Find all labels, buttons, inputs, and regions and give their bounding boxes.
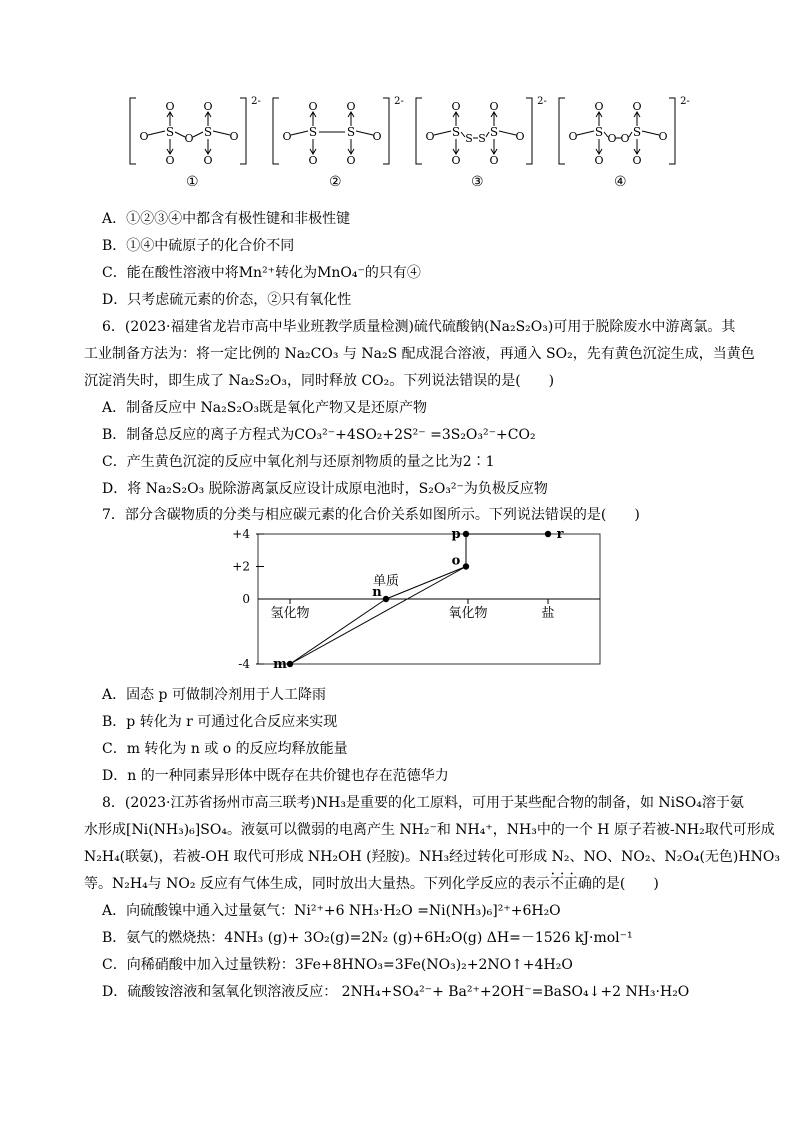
charge-label: 2- (251, 96, 261, 107)
oxygen-top: O (489, 100, 499, 113)
bridge-sulfur: S (465, 132, 473, 145)
bracket-left (130, 98, 136, 164)
oxygen-top: O (203, 100, 213, 113)
q7-stem: 7．部分含碳物质的分类与相应碳元素的化合价关系如图所示。下列说法错误的是( ) (102, 507, 640, 523)
oxygen-bottom: O (346, 154, 356, 167)
bridge-oxygen: O (620, 132, 630, 145)
bond-bridge (486, 132, 489, 137)
sulfur-atom: S (594, 125, 604, 139)
oxygen-bottom: O (308, 154, 318, 167)
bracket-left (559, 98, 565, 164)
q6-option-b: B．制备总反应的离子方程式为CO₃²⁻+4SO₂+2S²⁻ =3S₂O₃²⁻+CO₂ (102, 427, 536, 443)
bond-right (499, 131, 516, 135)
structure-1 (130, 96, 261, 167)
q5-option-a: A．①②③④中都含有极性键和非极性键 (102, 211, 351, 227)
oxygen-top: O (346, 100, 356, 113)
q5-option-d: D．只考虑硫元素的价态，②只有氧化性 (102, 292, 352, 308)
bond-left (434, 131, 451, 135)
q6-option-a: A．制备反应中 Na₂S₂O₃既是氧化产物又是还原产物 (102, 400, 428, 416)
bond-bridge (193, 132, 203, 137)
y-tick-label: +4 (232, 528, 250, 541)
q8-stem-3: N₂H₄(联氨)，若被-OH 取代可形成 NH₂OH (羟胺)。NH₃经过转化可形成 N₂、NO、NO₂、N₂O₄(无色)HNO₃ (84, 849, 780, 865)
bond-left (291, 131, 308, 135)
q6-stem-1: 6．(2023·福建省龙岩市高中毕业班教学质量检测)硫代硫酸钠(Na₂S₂O₃)可用于脱除废水中游离氯。其 (102, 319, 736, 335)
bond-right (213, 131, 230, 135)
sulfur-atom: S (346, 125, 356, 139)
point-label-m: m (273, 657, 287, 672)
bracket-left (416, 98, 422, 164)
oxygen-end-right: O (229, 130, 239, 143)
bracket-right (383, 98, 389, 164)
q7-option-d: D．n 的一种同素异形体中既存在共价键也存在范德华力 (102, 768, 449, 784)
point-label-r: r (556, 528, 564, 542)
y-tick-label: -4 (238, 657, 250, 671)
q6-option-d: D．将 Na₂S₂O₃ 脱除游离氯反应设计成原电池时，S₂O₃²⁻为负极反应物 (102, 481, 548, 497)
bond-left (148, 131, 165, 135)
charge-label: 2- (394, 96, 404, 107)
bracket-right (526, 98, 532, 164)
y-tick-label: 0 (242, 592, 250, 606)
oxygen-end-left: O (139, 130, 149, 143)
q7-option-b: B．p 转化为 r 可通过化合反应来实现 (102, 714, 338, 730)
charge-label: 2- (680, 96, 690, 107)
q8-stem-4-pre: 等。N₂H₄与 NO₂ 反应有气体生成，同时放出大量热。下列化学反应的表示 (84, 876, 550, 892)
structure-3 (416, 96, 547, 167)
sulfur-atom: S (489, 125, 499, 139)
annotation-label: 单质 (372, 574, 400, 589)
sulfur-atom: S (451, 125, 461, 139)
oxygen-end-left: O (568, 130, 578, 143)
sulfur-atom: S (203, 125, 213, 139)
point-r (545, 531, 551, 537)
oxygen-top: O (165, 100, 175, 113)
q8-option-a: A．向硫酸镍中通入过量氨气：Ni²⁺+6 NH₃·H₂O =Ni(NH₃)₆]²⁺+6H₂O (102, 903, 561, 919)
oxygen-top: O (451, 100, 461, 113)
sulfur-atom: S (165, 125, 175, 139)
oxygen-top: O (632, 100, 642, 113)
carbon-valence-chart (230, 528, 610, 673)
oxygen-bottom: O (632, 154, 642, 167)
q6-stem-3: 沉淀消失时，即生成了 Na₂S₂O₃，同时释放 CO₂。下列说法错误的是( ) (84, 373, 555, 389)
q7-option-c: C．m 转化为 n 或 o 的反应均释放能量 (102, 741, 348, 757)
point-label-o: o (451, 553, 461, 569)
caption-4: ④ (614, 174, 627, 190)
x-category-label: 氢化物 (270, 606, 310, 621)
structural-formulas (120, 92, 700, 192)
oxygen-bottom: O (594, 154, 604, 167)
oxygen-end-left: O (425, 130, 435, 143)
bracket-right (240, 98, 246, 164)
q8-option-c: C．向稀硝酸中加入过量铁粉：3Fe+8HNO₃=3Fe(NO₃)₂+2NO↑+4H₂O (102, 957, 573, 973)
q8-stem-1: 8．(2023·江苏省扬州市高三联考)NH₃是重要的化工原料，可用于某些配合物的制备，如 NiSO₄溶于氨 (102, 795, 744, 811)
bracket-left (273, 98, 279, 164)
point-p (463, 531, 469, 537)
oxygen-end-right: O (372, 130, 382, 143)
caption-2: ② (329, 174, 342, 190)
oxygen-end-left: O (282, 130, 292, 143)
charge-label: 2- (537, 96, 547, 107)
q7-option-a: A．固态 p 可做制冷剂用于人工降雨 (102, 687, 326, 703)
x-category-label: 盐 (541, 606, 555, 621)
bracket-right (669, 98, 675, 164)
q6-option-c: C．产生黄色沉淀的反应中氧化剂与还原剂物质的量之比为2∶1 (102, 454, 495, 470)
caption-3: ③ (471, 174, 484, 190)
oxygen-top: O (594, 100, 604, 113)
bridge-sulfur: S (478, 132, 486, 145)
oxygen-end-right: O (515, 130, 525, 143)
y-tick-label: +2 (232, 559, 250, 574)
sulfur-atom: S (632, 125, 642, 139)
point-n (383, 596, 389, 602)
oxygen-top: O (308, 100, 318, 113)
bridge-oxygen: O (607, 132, 617, 145)
q8-option-b: B．氨气的燃烧热：4NH₃ (g)+ 3O₂(g)=2N₂ (g)+6H₂O(g) ΔH=－1526 kJ·mol⁻¹ (102, 930, 633, 946)
bond-left (577, 131, 594, 135)
structure-2 (273, 96, 404, 167)
q5-option-b: B．①④中硫原子的化合价不同 (102, 238, 295, 254)
point-label-p: p (451, 528, 461, 542)
point-label-n: n (372, 585, 382, 600)
bridge-oxygen: O (184, 132, 194, 145)
oxygen-bottom: O (451, 154, 461, 167)
x-category-label: 氧化物 (448, 606, 488, 621)
q8-stem-4 (84, 875, 659, 893)
oxygen-bottom: O (165, 154, 175, 167)
sulfur-atom: S (308, 125, 318, 139)
structure-4 (559, 96, 690, 167)
q8-option-d: D．硫酸铵溶液和氢氧化钡溶液反应： 2NH₄+SO₄²⁻+ Ba²⁺+2OH⁻=BaSO₄↓+2 NH₃·H₂O (102, 984, 690, 1000)
oxygen-end-right: O (658, 130, 668, 143)
q8-emphasis: • • • 不正确 (550, 875, 592, 893)
oxygen-bottom: O (489, 154, 499, 167)
point-o (463, 563, 469, 569)
caption-1: ① (186, 174, 199, 190)
point-m (287, 661, 293, 667)
q8-stem-2: 水形成[Ni(NH₃)₆]SO₄。液氨可以微弱的电离产生 NH₂⁻和 NH₄⁺，NH₃中的一个 H 原子若被-NH₂取代可形成 (84, 822, 775, 838)
oxygen-bottom: O (203, 154, 213, 167)
bond-right (642, 131, 659, 135)
q5-option-c: C．能在酸性溶液中将Mn²⁺转化为MnO₄⁻的只有④ (102, 265, 421, 281)
q6-stem-2: 工业制备方法为：将一定比例的 Na₂CO₃ 与 Na₂S 配成混合溶液，再通入 SO₂，先有黄色沉淀生成，当黄色 (84, 346, 755, 362)
bond-right (356, 131, 373, 135)
q8-stem-4-post: 的是( ) (591, 876, 659, 892)
